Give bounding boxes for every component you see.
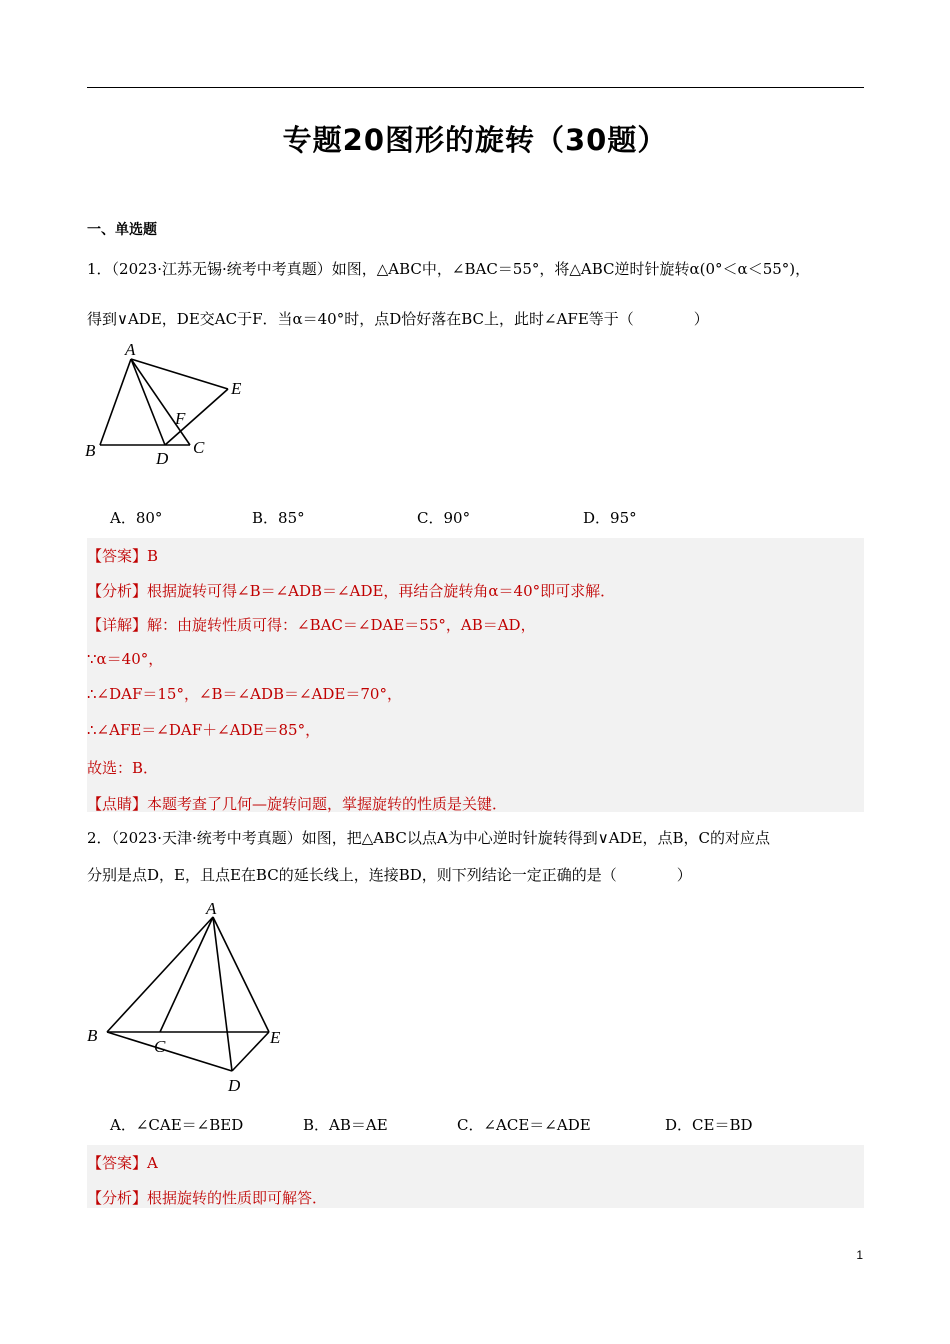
- q1-comment: 【点睛】本题考查了几何—旋转问题，掌握旋转的性质是关键．: [87, 795, 508, 813]
- q1-figure: [80, 335, 260, 470]
- q2-analysis: 【分析】根据旋转的性质即可解答．: [87, 1189, 328, 1207]
- q1-label-F: F: [175, 409, 186, 428]
- q1-stem-line2: 得到∨ADE，DE交AC于F．当α＝40°时，点D恰好落在BC上，此时∠AFE等于（ ）: [87, 310, 709, 328]
- q2-seg-AC: [160, 917, 213, 1032]
- q1-option-d[interactable]: D．95°: [583, 509, 637, 527]
- q2-option-b[interactable]: B．AB＝AE: [303, 1116, 388, 1134]
- q2-seg-BD: [107, 1032, 232, 1071]
- q2-stem-line2: 分别是点D，E，且点E在BC的延长线上，连接BD，则下列结论一定正确的是（ ）: [87, 866, 692, 884]
- q2-option-d[interactable]: D．CE＝BD: [665, 1116, 753, 1134]
- q2-seg-AE: [213, 917, 269, 1032]
- q2-option-a[interactable]: A．∠CAE＝∠BED: [110, 1116, 244, 1134]
- q2-stem-line1: 2．（2023·天津·统考中考真题）如图，把△ABC以点A为中心逆时针旋转得到∨ADE，点B，C的对应点: [87, 829, 771, 847]
- q1-label-E: E: [231, 379, 242, 398]
- q1-option-c[interactable]: C．90°: [417, 509, 471, 527]
- q2-option-c[interactable]: C．∠ACE＝∠ADE: [457, 1116, 591, 1134]
- q1-stem-line1: 1．（2023·江苏无锡·统考中考真题）如图，△ABC中，∠BAC＝55°，将△ABC逆时针旋转α(0°＜α＜55°)，: [87, 260, 811, 278]
- q1-label-D: D: [156, 449, 169, 468]
- q1-seg-AB: [100, 359, 131, 445]
- q2-seg-DE: [232, 1032, 269, 1071]
- q1-option-a[interactable]: A．80°: [110, 509, 163, 527]
- q2-label-E: E: [270, 1028, 281, 1047]
- header-rule: [87, 87, 864, 88]
- q1-label-C: C: [193, 438, 205, 457]
- q1-option-b[interactable]: B．85°: [252, 509, 305, 527]
- q1-analysis: 【分析】根据旋转可得∠B＝∠ADB＝∠ADE，再结合旋转角α＝40°即可求解．: [87, 582, 616, 600]
- q1-label-A: A: [125, 340, 136, 359]
- q1-step2: ∴∠DAF＝15°，∠B＝∠ADB＝∠ADE＝70°，: [87, 685, 402, 703]
- q2-label-C: C: [154, 1037, 166, 1056]
- page-number: 1: [856, 1248, 863, 1262]
- q1-detail: 【详解】解：由旋转性质可得：∠BAC＝∠DAE＝55°，AB＝AD，: [87, 616, 536, 634]
- q2-label-A: A: [206, 899, 217, 918]
- q2-label-D: D: [228, 1076, 241, 1095]
- q2-answer: 【答案】A: [87, 1154, 158, 1172]
- q1-step3: ∴∠AFE＝∠DAF＋∠ADE＝85°，: [87, 721, 321, 739]
- q1-label-B: B: [85, 441, 96, 460]
- q1-seg-AE: [131, 359, 228, 389]
- q1-answer: 【答案】B: [87, 547, 159, 565]
- page-title: 专题20图形的旋转（30题）: [282, 123, 668, 157]
- section-heading: 一、单选题: [87, 222, 157, 238]
- q2-figure: [80, 895, 300, 1100]
- q1-choose: 故选：B．: [87, 759, 159, 777]
- q2-seg-AB: [107, 917, 213, 1032]
- q2-label-B: B: [87, 1026, 98, 1045]
- q1-step1: ∵α＝40°，: [87, 650, 164, 668]
- q2-seg-AD: [213, 917, 232, 1071]
